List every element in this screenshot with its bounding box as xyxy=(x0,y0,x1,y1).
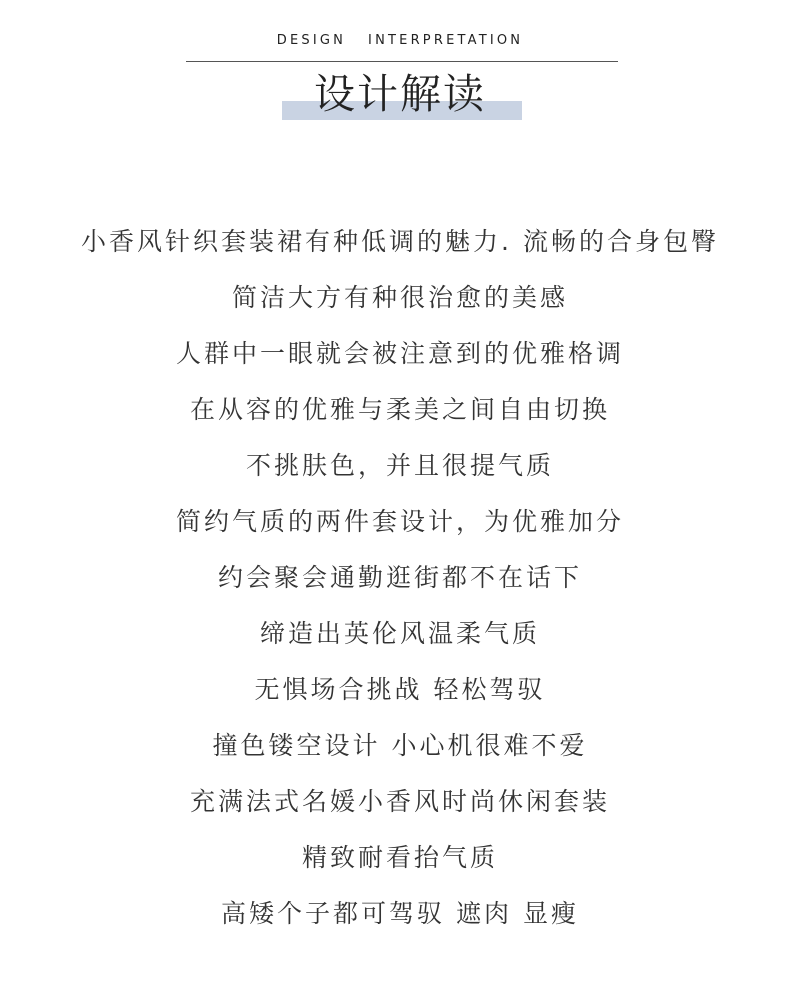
description-line: 不挑肤色，并且很提气质 xyxy=(245,451,554,480)
description-line: 人群中一眼就会被注意到的优雅格调 xyxy=(175,339,624,368)
description-line: 简洁大方有种很治愈的美感 xyxy=(231,283,568,312)
description-line: 约会聚会通勤逛街都不在话下 xyxy=(217,563,582,592)
description-list xyxy=(0,222,800,950)
section-header xyxy=(0,0,800,140)
description-line: 充满法式名媛小香风时尚休闲套装 xyxy=(189,787,610,816)
description-line: 撞色镂空设计 小心机很难不爱 xyxy=(212,731,588,760)
description-line: 小香风针织套装裙有种低调的魅力. 流畅的合身包臀 xyxy=(81,227,719,256)
section-subtitle: DESIGN INTERPRETATION xyxy=(276,33,524,48)
description-line: 无惧场合挑战 轻松驾驭 xyxy=(254,675,546,704)
description-line: 缔造出英伦风温柔气质 xyxy=(259,619,540,648)
header-divider xyxy=(186,61,618,62)
section-title: 设计解读 xyxy=(314,70,486,118)
description-line: 在从容的优雅与柔美之间自由切换 xyxy=(189,395,610,424)
description-line: 高矮个子都可驾驭 遮肉 显瘦 xyxy=(221,899,579,928)
description-line: 精致耐看抬气质 xyxy=(301,843,498,872)
description-line: 简约气质的两件套设计，为优雅加分 xyxy=(175,507,624,536)
